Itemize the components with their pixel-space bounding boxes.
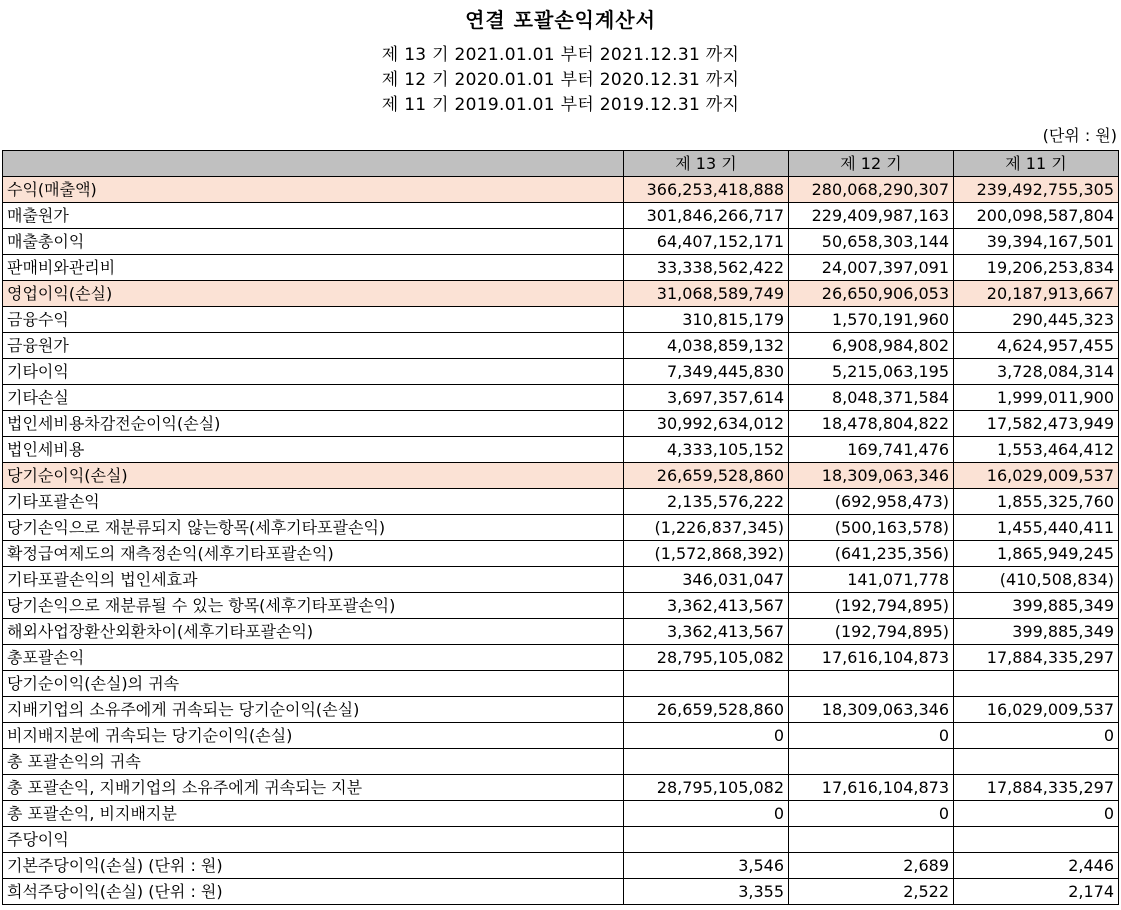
row-value-period-12: 280,068,290,307	[789, 177, 954, 203]
table-row	[3, 385, 1119, 411]
row-value-period-11: 2,174	[954, 879, 1119, 905]
row-value-period-11: 19,206,253,834	[954, 255, 1119, 281]
row-value-period-12: 169,741,476	[789, 437, 954, 463]
row-label: 확정급여제도의 재측정손익(세후기타포괄손익)	[3, 541, 624, 567]
period-line-13: 제 13 기 2021.01.01 부터 2021.12.31 까지	[381, 45, 740, 65]
table-row	[3, 593, 1119, 619]
table-row	[3, 697, 1119, 723]
row-value-period-13: 346,031,047	[624, 567, 789, 593]
row-value-period-11: 1,455,440,411	[954, 515, 1119, 541]
row-value-period-11: 3,728,084,314	[954, 359, 1119, 385]
row-value-period-11: 20,187,913,667	[954, 281, 1119, 307]
row-label: 기본주당이익(손실) (단위 : 원)	[3, 853, 624, 879]
row-label: 희석주당이익(손실) (단위 : 원)	[3, 879, 624, 905]
row-value-period-11: 1,855,325,760	[954, 489, 1119, 515]
row-label: 지배기업의 소유주에게 귀속되는 당기순이익(손실)	[3, 697, 624, 723]
row-value-period-11: 16,029,009,537	[954, 463, 1119, 489]
row-value-period-12	[789, 749, 954, 775]
table-row	[3, 281, 1119, 307]
row-label: 영업이익(손실)	[3, 281, 624, 307]
row-label: 당기순이익(손실)의 귀속	[3, 671, 624, 697]
row-value-period-13: (1,226,837,345)	[624, 515, 789, 541]
table-row	[3, 203, 1119, 229]
row-label: 당기손익으로 재분류되지 않는항목(세후기타포괄손익)	[3, 515, 624, 541]
table-row	[3, 229, 1119, 255]
table-row	[3, 749, 1119, 775]
column-header-period-13: 제 13 기	[624, 151, 789, 177]
row-label: 기타포괄손익	[3, 489, 624, 515]
column-header-label	[3, 151, 624, 177]
row-value-period-12	[789, 827, 954, 853]
row-label: 매출원가	[3, 203, 624, 229]
row-value-period-12: 5,215,063,195	[789, 359, 954, 385]
row-label: 판매비와관리비	[3, 255, 624, 281]
row-value-period-12	[789, 671, 954, 697]
row-value-period-13: 0	[624, 723, 789, 749]
row-value-period-12: 24,007,397,091	[789, 255, 954, 281]
row-value-period-12: 8,048,371,584	[789, 385, 954, 411]
row-value-period-12: 18,309,063,346	[789, 463, 954, 489]
row-value-period-12: 26,650,906,053	[789, 281, 954, 307]
row-value-period-13	[624, 749, 789, 775]
table-row	[3, 515, 1119, 541]
row-label: 기타손실	[3, 385, 624, 411]
row-value-period-11: 399,885,349	[954, 619, 1119, 645]
row-label: 수익(매출액)	[3, 177, 624, 203]
row-label: 금융수익	[3, 307, 624, 333]
row-value-period-13: 3,355	[624, 879, 789, 905]
row-label: 매출총이익	[3, 229, 624, 255]
row-value-period-11: 39,394,167,501	[954, 229, 1119, 255]
table-row	[3, 255, 1119, 281]
row-label: 법인세비용	[3, 437, 624, 463]
row-value-period-13: 2,135,576,222	[624, 489, 789, 515]
row-value-period-13: 31,068,589,749	[624, 281, 789, 307]
row-value-period-13: 3,697,357,614	[624, 385, 789, 411]
row-value-period-13: 310,815,179	[624, 307, 789, 333]
table-row	[3, 541, 1119, 567]
row-value-period-11: 16,029,009,537	[954, 697, 1119, 723]
row-value-period-13: 30,992,634,012	[624, 411, 789, 437]
row-label: 비지배지분에 귀속되는 당기순이익(손실)	[3, 723, 624, 749]
row-value-period-12: 1,570,191,960	[789, 307, 954, 333]
row-value-period-11: 17,884,335,297	[954, 645, 1119, 671]
row-label: 금융원가	[3, 333, 624, 359]
row-value-period-13: 0	[624, 801, 789, 827]
row-value-period-12: 18,309,063,346	[789, 697, 954, 723]
row-value-period-12: (192,794,895)	[789, 619, 954, 645]
row-value-period-12: 0	[789, 801, 954, 827]
unit-note: (단위 : 원)	[1042, 126, 1117, 145]
row-label: 총 포괄손익, 비지배지분	[3, 801, 624, 827]
row-value-period-11: 239,492,755,305	[954, 177, 1119, 203]
table-row	[3, 671, 1119, 697]
row-value-period-13: 26,659,528,860	[624, 697, 789, 723]
table-body	[3, 177, 1119, 905]
row-value-period-11: 1,553,464,412	[954, 437, 1119, 463]
table-row	[3, 307, 1119, 333]
column-header-period-12: 제 12 기	[789, 151, 954, 177]
row-value-period-13: 4,038,859,132	[624, 333, 789, 359]
row-value-period-11: 290,445,323	[954, 307, 1119, 333]
table-row	[3, 359, 1119, 385]
row-value-period-13: 3,362,413,567	[624, 619, 789, 645]
row-value-period-11: 17,884,335,297	[954, 775, 1119, 801]
row-value-period-13: 28,795,105,082	[624, 775, 789, 801]
row-value-period-12: (500,163,578)	[789, 515, 954, 541]
row-value-period-11: 200,098,587,804	[954, 203, 1119, 229]
row-value-period-13: 3,362,413,567	[624, 593, 789, 619]
period-line-12: 제 12 기 2020.01.01 부터 2020.12.31 까지	[381, 70, 740, 90]
page-title: 연결 포괄손익계산서	[465, 8, 656, 32]
row-label: 주당이익	[3, 827, 624, 853]
row-label: 기타이익	[3, 359, 624, 385]
table-row	[3, 853, 1119, 879]
table-row	[3, 489, 1119, 515]
row-value-period-13	[624, 671, 789, 697]
row-label: 법인세비용차감전순이익(손실)	[3, 411, 624, 437]
row-value-period-12: 229,409,987,163	[789, 203, 954, 229]
row-value-period-12: 18,478,804,822	[789, 411, 954, 437]
row-label: 당기손익으로 재분류될 수 있는 항목(세후기타포괄손익)	[3, 593, 624, 619]
header-row	[3, 151, 1119, 177]
row-value-period-11: 17,582,473,949	[954, 411, 1119, 437]
table-row	[3, 827, 1119, 853]
row-value-period-11: 4,624,957,455	[954, 333, 1119, 359]
row-label: 총포괄손익	[3, 645, 624, 671]
row-label: 총 포괄손익, 지배기업의 소유주에게 귀속되는 지분	[3, 775, 624, 801]
row-value-period-11: 1,865,949,245	[954, 541, 1119, 567]
row-value-period-11: 399,885,349	[954, 593, 1119, 619]
row-value-period-11: 2,446	[954, 853, 1119, 879]
table-row	[3, 177, 1119, 203]
row-label: 총 포괄손익의 귀속	[3, 749, 624, 775]
row-value-period-13: 3,546	[624, 853, 789, 879]
row-value-period-12: (692,958,473)	[789, 489, 954, 515]
table-row	[3, 801, 1119, 827]
row-value-period-12: 17,616,104,873	[789, 775, 954, 801]
row-label: 기타포괄손익의 법인세효과	[3, 567, 624, 593]
table-row	[3, 775, 1119, 801]
row-value-period-13: 26,659,528,860	[624, 463, 789, 489]
row-value-period-12: 2,689	[789, 853, 954, 879]
table-row	[3, 437, 1119, 463]
row-value-period-13: 64,407,152,171	[624, 229, 789, 255]
row-value-period-12: 6,908,984,802	[789, 333, 954, 359]
row-value-period-11: 1,999,011,900	[954, 385, 1119, 411]
row-label: 해외사업장환산외환차이(세후기타포괄손익)	[3, 619, 624, 645]
row-value-period-13: 28,795,105,082	[624, 645, 789, 671]
row-value-period-12: 2,522	[789, 879, 954, 905]
row-label: 당기순이익(손실)	[3, 463, 624, 489]
row-value-period-12: 141,071,778	[789, 567, 954, 593]
row-value-period-11: 0	[954, 723, 1119, 749]
row-value-period-13: 4,333,105,152	[624, 437, 789, 463]
row-value-period-12: 0	[789, 723, 954, 749]
period-subtitles	[0, 43, 1121, 118]
row-value-period-13: 366,253,418,888	[624, 177, 789, 203]
row-value-period-13: 301,846,266,717	[624, 203, 789, 229]
table-row	[3, 463, 1119, 489]
period-line-11: 제 11 기 2019.01.01 부터 2019.12.31 까지	[381, 95, 740, 115]
row-value-period-12: 50,658,303,144	[789, 229, 954, 255]
table-row	[3, 333, 1119, 359]
table-row	[3, 411, 1119, 437]
table-row	[3, 723, 1119, 749]
row-value-period-13: 33,338,562,422	[624, 255, 789, 281]
income-statement-table	[2, 150, 1119, 905]
row-value-period-11: (410,508,834)	[954, 567, 1119, 593]
table-row	[3, 619, 1119, 645]
row-value-period-11	[954, 749, 1119, 775]
row-value-period-11	[954, 827, 1119, 853]
table-row	[3, 645, 1119, 671]
column-header-period-11: 제 11 기	[954, 151, 1119, 177]
row-value-period-12: (641,235,356)	[789, 541, 954, 567]
row-value-period-12: 17,616,104,873	[789, 645, 954, 671]
row-value-period-11: 0	[954, 801, 1119, 827]
table-header	[3, 151, 1119, 177]
row-value-period-11	[954, 671, 1119, 697]
row-value-period-13: 7,349,445,830	[624, 359, 789, 385]
row-value-period-13	[624, 827, 789, 853]
row-value-period-13: (1,572,868,392)	[624, 541, 789, 567]
row-value-period-12: (192,794,895)	[789, 593, 954, 619]
table-row	[3, 567, 1119, 593]
table-row	[3, 879, 1119, 905]
